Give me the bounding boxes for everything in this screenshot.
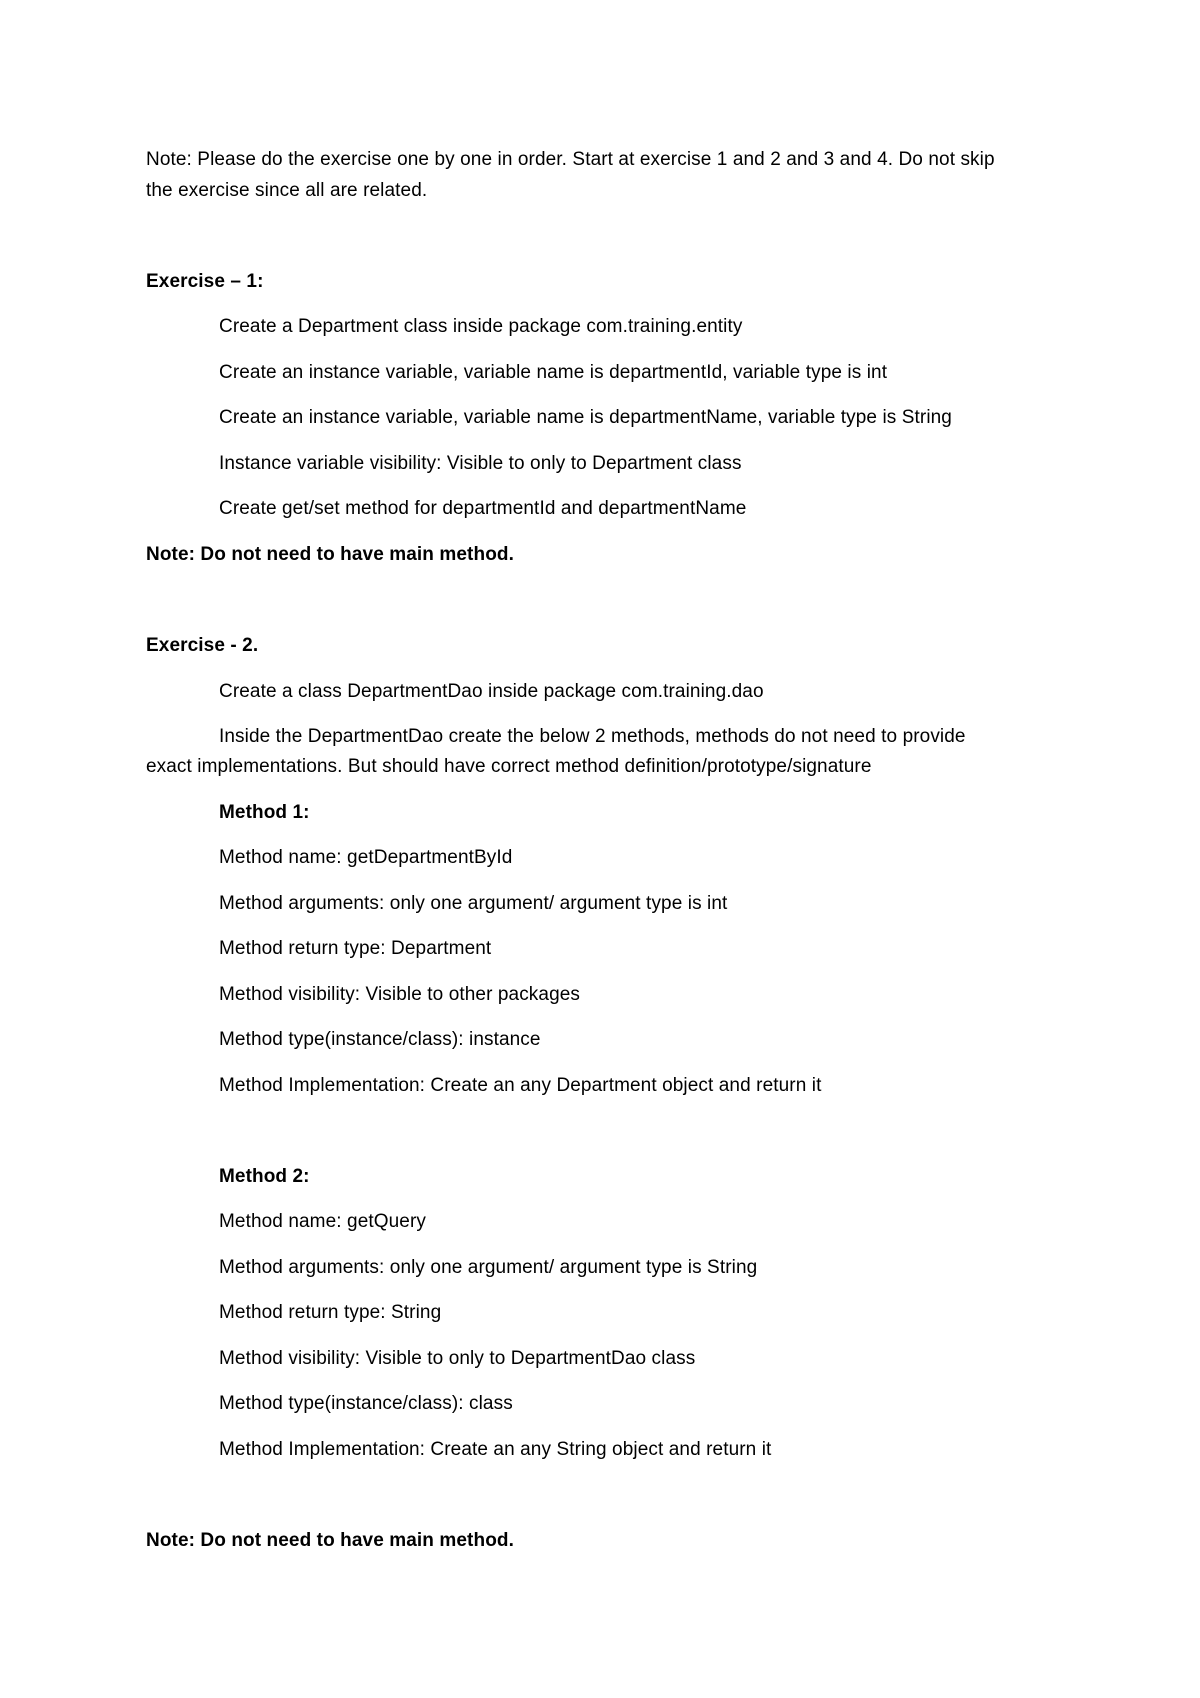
method-1-item: Method name: getDepartmentById — [219, 847, 513, 868]
method-2-item: Method name: getQuery — [219, 1211, 426, 1232]
method-1-item: Method arguments: only one argument/ argument type is int — [219, 893, 728, 914]
exercise-2-item: Create a class DepartmentDao inside package com.training.dao — [219, 681, 764, 702]
method-1-heading: Method 1: — [219, 802, 310, 823]
exercise-1-note: Note: Do not need to have main method. — [146, 544, 514, 565]
intro-note-line-1: Note: Please do the exercise one by one in order. Start at exercise 1 and 2 and 3 and 4. Do not skip — [146, 149, 995, 170]
exercise-1-item: Create an instance variable, variable name is departmentId, variable type is int — [219, 362, 888, 383]
method-1-item: Method type(instance/class): instance — [219, 1029, 541, 1050]
method-1-item: Method Implementation: Create an any Department object and return it — [219, 1075, 822, 1096]
exercise-1-item: Create an instance variable, variable name is departmentName, variable type is String — [219, 407, 952, 428]
method-1-item: Method return type: Department — [219, 938, 492, 959]
exercise-2-heading: Exercise - 2. — [146, 635, 259, 656]
exercise-2-note: Note: Do not need to have main method. — [146, 1530, 514, 1551]
method-2-item: Method return type: String — [219, 1302, 442, 1323]
method-2-heading: Method 2: — [219, 1166, 310, 1187]
method-2-item: Method type(instance/class): class — [219, 1393, 513, 1414]
exercise-2-item: Inside the DepartmentDao create the below 2 methods, methods do not need to provide — [219, 726, 966, 747]
method-1-item: Method visibility: Visible to other packages — [219, 984, 581, 1005]
exercise-1-item: Instance variable visibility: Visible to only to Department class — [219, 453, 742, 474]
method-2-item: Method arguments: only one argument/ argument type is String — [219, 1257, 758, 1278]
exercise-1-heading: Exercise – 1: — [146, 271, 264, 292]
method-2-item: Method visibility: Visible to only to DepartmentDao class — [219, 1348, 696, 1369]
intro-note-line-2: the exercise since all are related. — [146, 180, 428, 201]
exercise-1-item: Create a Department class inside package com.training.entity — [219, 316, 743, 337]
method-2-item: Method Implementation: Create an any String object and return it — [219, 1439, 772, 1460]
exercise-2-item-continuation: exact implementations. But should have correct method definition/prototype/signature — [146, 756, 872, 777]
exercise-1-item: Create get/set method for departmentId and departmentName — [219, 498, 747, 519]
